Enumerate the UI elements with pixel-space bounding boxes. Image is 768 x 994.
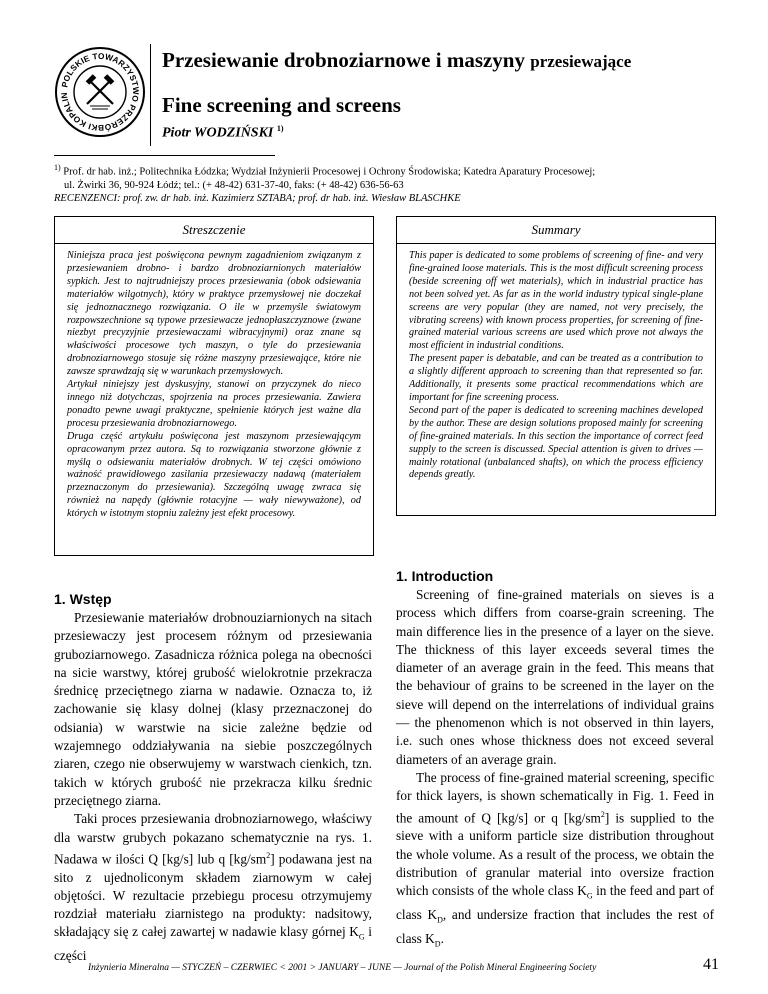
- abstract-polish-p1: Niniejsza praca jest poświęcona pewnym zagadnieniom związanym z przesiewaniem drobno- i bardzo drobnoziarnionych materiałów sypkich. Jest to najtrudniejszy proces przesiewania (obok odsiewania materiałów wilgotnych), który w praktyce przemysłowej nie doczekał się jednoznacznego rozwiązania. O ile w przemyśle światowym rozpowszechnione są typowe przesiewacze jednopłaszczyznowe (zwane niezbyt precyzyjnie przesiewaczami wibracyjnymi) oraz znane są właściwości procesowe tych maszyn, o tyle do przesiewania drobnoziarnowego stosuje się różne maszyny przesiewające, które nie zawsze sprawdzają się w warunkach przemysłowych.: [67, 250, 361, 378]
- paragraph-english-1: Screening of fine-grained materials on sieves is a process which differs from coarse-grain screening. The main difference lies in the presence of a layer on the sieve. The thickness of this layer exceeds several times the diameter of an average grain in the feed. This means that the behaviour of grains to be screened in the layer on the sieve will depend on the interrelations of individual grains — the phenomenon which is not observed in thin layers, i.e. such ones whose thickness does not exceed several diameters of an average grain.: [396, 587, 714, 767]
- abstract-english-p1: This paper is dedicated to some problems of screening of fine- and very fine-grained loose materials. This is the most difficult screening process (beside screening off wet materials), which in industrial practice has not been solved yet. As far as in the world industry typical single-plane screens are very popular (they are named, not very precisely, the vibrating screens) with known process properties, for screening of fine-grained material various screens are used which prove not always the most efficient in industrial conditions.: [409, 250, 703, 352]
- title-polish-tail: przesiewające: [530, 52, 632, 71]
- svg-text:POLSKIE TOWARZYSTWO PRZERÓBKI: POLSKIE TOWARZYSTWO PRZERÓBKI KOPALIN: [58, 50, 142, 134]
- footnote-rule: [54, 155, 275, 156]
- abstract-english-p3: Second part of the paper is dedicated to screening machines developed by the author. These are design solutions proposed mainly for screening of fine-grained materials. In this section the importance of correct feed supply to the screen is discussed. Special attention is given to drives — mainly rotational (unbalanced shafts), on which the process efficiency depends greatly.: [409, 404, 703, 481]
- paragraph-polish-1: Przesiewanie materiałów drobnouziarnionych na sitach przesiewaczy jest procesem różnym od przesiewania gruboziarnowego. Zasadnicza różnica polega na obecności na sicie warstwy, której grubość wielokrotnie przekracza średnicę przeciętnego ziarna w nadawie. Oznacza to, iż zachowanie się klasy dolnej (klasy przeznaczonej do odsiania) w warstwie na sicie zależne będzie od wzajemnego oddziaływania na siebie poszczególnych ziaren, czego nie obserwujemy w warstwach cienkich, tzn. takich w których grubość nie przekracza kilku średnic przeciętnego ziarna.: [54, 610, 372, 808]
- reviewers-line: RECENZENCI: prof. zw. dr hab. inż. Kazimierz SZTABA; prof. dr hab. inż. Wiesław BLASCHKE: [54, 193, 461, 204]
- paragraph-polish-2: Taki proces przesiewania drobnoziarnowego, właściwy dla warstw grubych pokazano schematycznie na rys. 1. Nadawa w ilości Q [kg/s] lub q $[kg/sm^2]$ podawana jest na sito z ujednoliconym składem ziarnowym w całej objętości. W rezultacie przebiegu procesu otrzymujemy rozdział materiału ziarnistego na produkty: nadsitowy, składający się z całej zawartej w nadawie klasy górnej $K_G$ i części: [54, 811, 372, 964]
- header-divider: [150, 44, 151, 146]
- author-footnote-mark: 1): [276, 124, 284, 133]
- abstract-polish-p3: Druga część artykułu poświęcona jest maszynom przesiewającym opracowanym przez autora. Są to rozwiązania stworzone głównie z myślą o odsiewaniu materiałów drobnych. W tej części omówiono ważność prawidłowego zasilania przesiewaczy nadawą (materiałem przeznaczonym do przesiewania). Szczególną uwagę zwraca się również na napędy (głównie rotacyjne — wały niewyważone), od których w istotnym stopniu zależny jest efekt procesowy.: [67, 430, 361, 520]
- author-name: Piotr WODZIŃSKI $^{1)}$: [162, 124, 284, 141]
- body-column-polish: [54, 609, 372, 966]
- affiliation-footnote: $^{1)}$ Prof. dr hab. inż.; Politechnika Łódzka; Wydział Inżynierii Procesowej i Ochrony Środowiska; Katedra Aparatury Procesowej; ul. Żwirki 36, 90-924 Łódź; tel.: (+ 48-42) 631-37-40, faks: (+ 48-42) 636-56-63: [54, 163, 596, 191]
- paragraph-english-2: The process of fine-grained material screening, specific for thick layers, is shown schematically in Fig. 1. Feed in the amount of Q [kg/s] or q $[kg/sm^2]$ is supplied to the sieve with a uniform particle size distribution throughout the whole volume. As a result of the process, we obtain the distribution of granular material into oversize fraction which consists of the whole class $K_G$ in the feed and part of class $K_D$, and undersize fraction that includes the rest of class $K_D$.: [396, 769, 714, 949]
- section-heading-english: 1. Introduction: [396, 568, 494, 584]
- section-heading-polish: 1. Wstęp: [54, 591, 112, 607]
- page-number: 41: [703, 956, 719, 973]
- abstract-english-p2: The present paper is debatable, and can be treated as a contribution to a slightly different approach to screening than that represented so far. Additionally, it presents some practical recommendations which are important for fine screening process.: [409, 353, 703, 403]
- abstract-english: [396, 216, 716, 516]
- journal-footer: Inżynieria Mineralna — STYCZEŃ – CZERWIEC < 2001 > JANUARY – JUNE — Journal of the Polish Mineral Engineering Society: [88, 963, 597, 973]
- title-polish: Przesiewanie drobnoziarnowe i maszyny przesiewające: [162, 48, 632, 72]
- body-column-english: [396, 586, 714, 954]
- title-english: Fine screening and screens: [162, 93, 401, 117]
- abstract-polish: [54, 216, 374, 556]
- abstract-polish-heading: Streszczenie: [55, 217, 373, 244]
- abstract-english-heading: Summary: [397, 217, 715, 244]
- society-logo: [54, 46, 146, 138]
- abstract-polish-p2: Artykuł niniejszy jest dyskusyjny, stanowi on przyczynek do nieco innego niż dotychczas, spojrzenia na proces przesiewania. Zawiera ponadto pewne uwagi praktyczne, spełnienie których jest ważne dla procesu przesiewania drobnoziarnowego.: [67, 379, 361, 429]
